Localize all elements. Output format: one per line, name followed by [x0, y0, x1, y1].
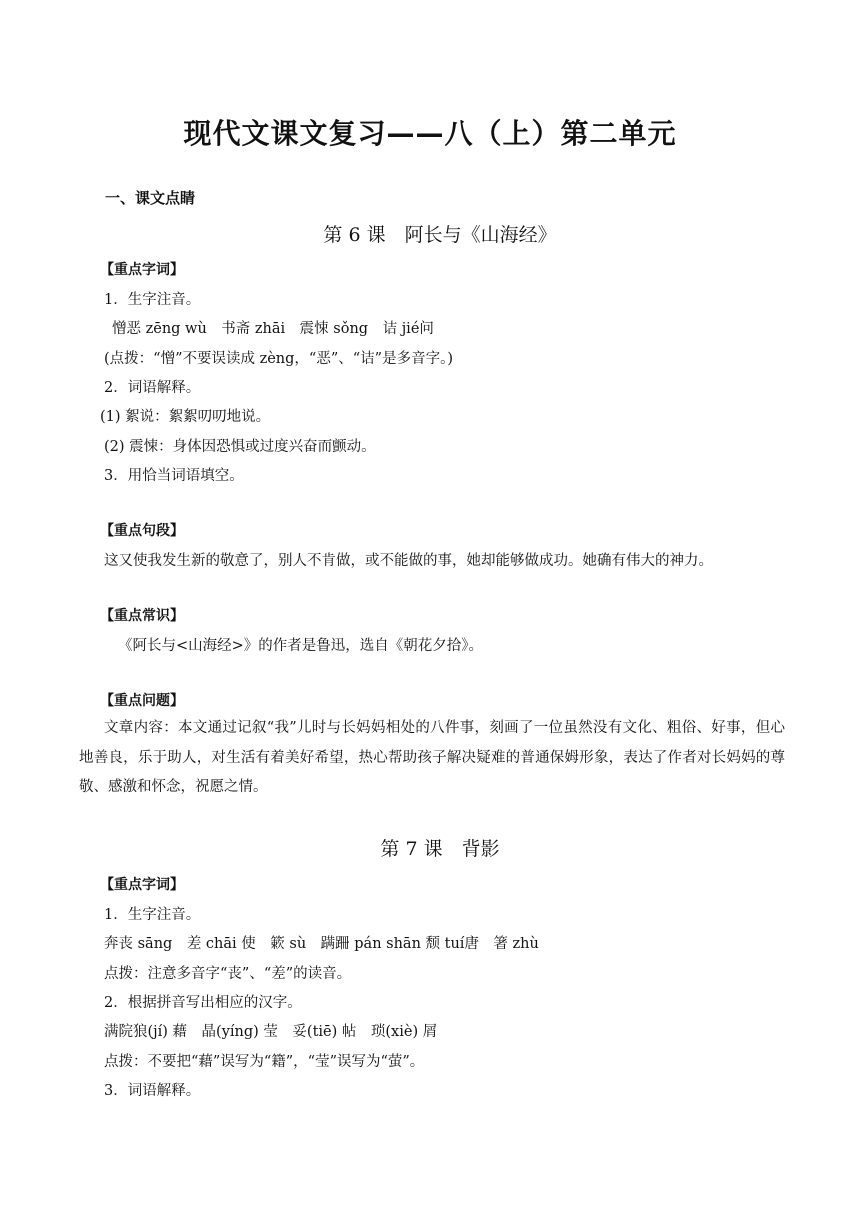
lesson-7-item-2: 2．根据拼音写出相应的汉字。: [104, 995, 302, 1011]
lesson-7-hint-2: 点拨：不要把“藉”误写为“籍”，“莹”误写为“萤”。: [104, 1054, 425, 1070]
section-heading: 一、课文点睛: [105, 189, 196, 207]
key-words-label: 【重点字词】: [100, 262, 184, 278]
key-sentences-label: 【重点句段】: [100, 523, 184, 539]
key-question-label: 【重点问题】: [100, 693, 184, 709]
lesson-6-pinyin-line: 憎恶 zēng wù 书斋 zhāi 震悚 sǒng 诘 jié问: [112, 321, 434, 337]
lesson-6-item-2: 2．词语解释。: [104, 380, 201, 396]
key-knowledge-text: 《阿长与<山海经>》的作者是鲁迅，选自《朝花夕拾》。: [118, 638, 484, 654]
key-sentence-text: 这又使我发生新的敬意了，别人不肯做，或不能做的事，她却能够做成功。她确有伟大的神力。: [104, 553, 713, 569]
lesson-6-hint: (点拨：“憎”不要误读成 zèng，“恶”、“诘”是多音字。): [104, 351, 453, 367]
key-words-label: 【重点字词】: [100, 877, 184, 893]
page-title: 现代文课文复习——八（上）第二单元: [183, 117, 677, 150]
lesson-6-item-1: 1．生字注音。: [104, 292, 201, 308]
lesson-7-heading: 第 7 课 背影: [380, 838, 500, 860]
lesson-6-definition-1: (1) 絮说：絮絮叨叨地说。: [100, 409, 271, 425]
lesson-6-heading: 第 6 课 阿长与《山海经》: [323, 224, 557, 246]
key-knowledge-label: 【重点常识】: [100, 608, 184, 624]
lesson-7-item-1: 1．生字注音。: [104, 907, 201, 923]
key-question-paragraph: 文章内容：本文通过记叙“我”儿时与长妈妈相处的八件事，刻画了一位虽然没有文化、粗俗、好事，但心地善良，乐于助人，对生活有着美好希望，热心帮助孩子解决疑难的普通保姆形象，表达了作者对长妈妈的尊敬、感激和怀念，祝愿之情。: [79, 720, 785, 795]
lesson-7-pinyin-line: 奔丧 sāng 差 chāi 使 簌 sù 蹒跚 pán shān 颓 tuí唐 箸 zhù: [104, 936, 539, 952]
lesson-7-hint-1: 点拨：注意多音字“丧”、“差”的读音。: [104, 966, 352, 982]
lesson-6-item-3: 3．用恰当词语填空。: [104, 468, 244, 484]
lesson-6-definition-2: (2) 震悚：身体因恐惧或过度兴奋而颤动。: [104, 439, 376, 455]
lesson-7-item-3: 3．词语解释。: [104, 1083, 201, 1099]
lesson-7-fill-line: 满院狼(jí) 藉 晶(yíng) 莹 妥(tiē) 帖 琐(xiè) 屑: [104, 1024, 438, 1040]
